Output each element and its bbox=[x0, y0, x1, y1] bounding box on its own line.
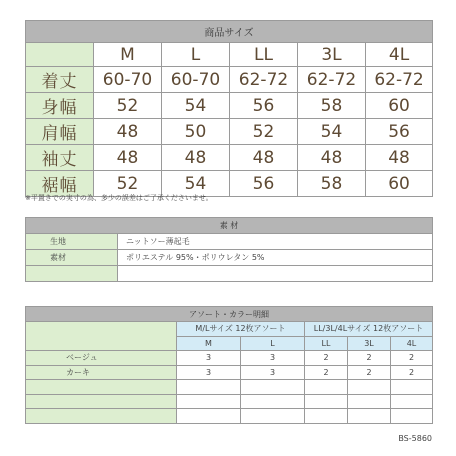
size-header-m: M bbox=[94, 43, 162, 67]
assort-cell bbox=[391, 394, 433, 409]
table-row bbox=[26, 234, 433, 250]
assort-cell bbox=[348, 380, 391, 395]
size-cell: 62-72 bbox=[366, 67, 433, 93]
size-cell: 48 bbox=[230, 145, 298, 171]
size-cell: 52 bbox=[94, 93, 162, 119]
table-row bbox=[26, 119, 433, 145]
size-cell: 50 bbox=[162, 119, 230, 145]
assort-cell bbox=[391, 409, 433, 424]
table-row bbox=[26, 250, 433, 266]
assort-color-label bbox=[26, 380, 177, 395]
size-header-4l: 4L bbox=[366, 43, 433, 67]
assort-color-label bbox=[26, 394, 177, 409]
row-label-hem: 裾幅 bbox=[26, 171, 94, 197]
size-table bbox=[25, 20, 433, 197]
assort-cell bbox=[305, 380, 348, 395]
assort-cell bbox=[391, 380, 433, 395]
size-header-3l: 3L bbox=[298, 43, 366, 67]
size-cell: 52 bbox=[230, 119, 298, 145]
size-header-l: L bbox=[162, 43, 230, 67]
size-header-ll: LL bbox=[230, 43, 298, 67]
material-value-composition: ポリエステル 95%・ポリウレタン 5% bbox=[118, 250, 433, 266]
size-cell: 54 bbox=[298, 119, 366, 145]
material-value-fabric: ニットソー薄起毛 bbox=[118, 234, 433, 250]
assort-cell: 2 bbox=[391, 351, 433, 366]
size-cell: 48 bbox=[94, 145, 162, 171]
assort-cell: 2 bbox=[348, 365, 391, 380]
row-label-sleeve: 袖丈 bbox=[26, 145, 94, 171]
table-row bbox=[26, 93, 433, 119]
table-row bbox=[26, 266, 433, 282]
material-label-fabric: 生地 bbox=[26, 234, 118, 250]
product-code: BS-5860 bbox=[398, 434, 432, 443]
assort-color-label: ベージュ bbox=[26, 351, 177, 366]
size-note: ※平置きでの実寸の為、多少の誤差はご了承くださいませ。 bbox=[25, 194, 213, 202]
table-row bbox=[26, 394, 433, 409]
size-cell: 56 bbox=[230, 171, 298, 197]
assort-table-title: アソート・カラー明細 bbox=[26, 307, 433, 322]
size-cell: 60 bbox=[366, 93, 433, 119]
assort-cell bbox=[241, 409, 305, 424]
assort-group-ml: M/Lサイズ 12枚アソート bbox=[177, 322, 305, 337]
assort-size-m: M bbox=[177, 336, 241, 351]
size-cell: 58 bbox=[298, 171, 366, 197]
size-cell: 52 bbox=[94, 171, 162, 197]
size-cell: 60 bbox=[366, 171, 433, 197]
assort-group-ll4l: LL/3L/4Lサイズ 12枚アソート bbox=[305, 322, 433, 337]
assort-cell bbox=[177, 409, 241, 424]
size-cell: 48 bbox=[94, 119, 162, 145]
assort-cell bbox=[305, 409, 348, 424]
assort-cell bbox=[177, 394, 241, 409]
size-cell: 60-70 bbox=[94, 67, 162, 93]
material-label-empty bbox=[26, 266, 118, 282]
assort-cell bbox=[348, 409, 391, 424]
assort-size-l: L bbox=[241, 336, 305, 351]
assort-group-row bbox=[26, 322, 433, 337]
size-cell: 62-72 bbox=[298, 67, 366, 93]
assort-cell bbox=[241, 394, 305, 409]
size-cell: 58 bbox=[298, 93, 366, 119]
size-cell: 48 bbox=[366, 145, 433, 171]
assort-cell: 3 bbox=[177, 365, 241, 380]
size-cell: 54 bbox=[162, 171, 230, 197]
assort-size-4l: 4L bbox=[391, 336, 433, 351]
size-cell: 60-70 bbox=[162, 67, 230, 93]
size-cell: 56 bbox=[366, 119, 433, 145]
assort-cell: 2 bbox=[305, 351, 348, 366]
table-row bbox=[26, 67, 433, 93]
material-table-title: 素 材 bbox=[26, 218, 433, 234]
assort-color-label: カーキ bbox=[26, 365, 177, 380]
assort-cell: 3 bbox=[177, 351, 241, 366]
table-row bbox=[26, 145, 433, 171]
table-row bbox=[26, 351, 433, 366]
assort-table bbox=[25, 306, 433, 424]
size-cell: 48 bbox=[298, 145, 366, 171]
table-row bbox=[26, 380, 433, 395]
material-value-empty bbox=[118, 266, 433, 282]
assort-cell: 3 bbox=[241, 351, 305, 366]
size-cell: 62-72 bbox=[230, 67, 298, 93]
size-header-row bbox=[26, 43, 433, 67]
size-cell: 54 bbox=[162, 93, 230, 119]
table-row bbox=[26, 409, 433, 424]
material-label-composition: 素材 bbox=[26, 250, 118, 266]
size-table-title: 商品サイズ bbox=[26, 21, 433, 43]
table-row bbox=[26, 365, 433, 380]
assort-cell bbox=[177, 380, 241, 395]
size-cell: 56 bbox=[230, 93, 298, 119]
material-table bbox=[25, 217, 433, 282]
assort-color-label bbox=[26, 409, 177, 424]
size-corner-cell bbox=[26, 43, 94, 67]
assort-corner-cell bbox=[26, 322, 177, 351]
assort-cell: 2 bbox=[348, 351, 391, 366]
assort-cell bbox=[348, 394, 391, 409]
assort-cell bbox=[241, 380, 305, 395]
assort-cell bbox=[305, 394, 348, 409]
row-label-shoulder: 肩幅 bbox=[26, 119, 94, 145]
assort-size-3l: 3L bbox=[348, 336, 391, 351]
assort-cell: 2 bbox=[305, 365, 348, 380]
row-label-length: 着丈 bbox=[26, 67, 94, 93]
assort-cell: 2 bbox=[391, 365, 433, 380]
assort-cell: 3 bbox=[241, 365, 305, 380]
size-cell: 48 bbox=[162, 145, 230, 171]
row-label-width: 身幅 bbox=[26, 93, 94, 119]
assort-size-ll: LL bbox=[305, 336, 348, 351]
